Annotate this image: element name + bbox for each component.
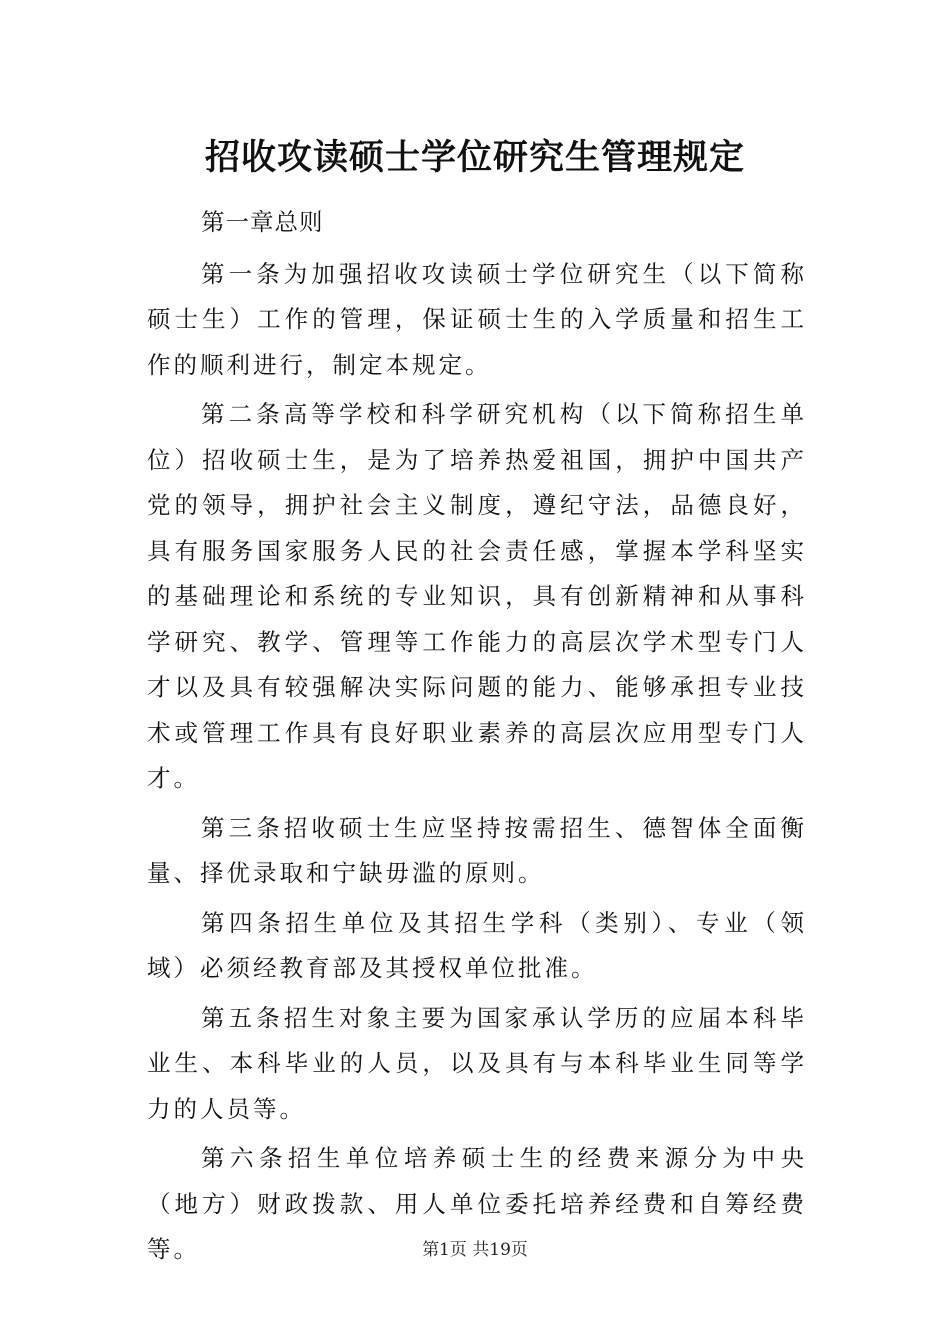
article-1: 第一条为加强招收攻读硕士学位研究生（以下简称硕士生）工作的管理，保证硕士生的入学质量和招生工作的顺利进行，制定本规定。 — [147, 259, 807, 379]
article-3: 第三条招收硕士生应坚持按需招生、德智体全面衡量、择优录取和宁缺毋滥的原则。 — [147, 813, 807, 887]
article-6: 第六条招生单位培养硕士生的经费来源分为中央（地方）财政拨款、用人单位委托培养经费和自筹经费等。 — [147, 1144, 807, 1263]
article-2: 第二条高等学校和科学研究机构（以下简称招生单位）招收硕士生，是为了培养热爱祖国，拥护中国共产党的领导，拥护社会主义制度，遵纪守法，品德良好，具有服务国家服务人民的社会责任感，掌握本学科坚实的基础理论和系统的专业知识，具有创新精神和从事科学研究、教学、管理等工作能力的高层次学术型专门人才以及具有较强解决实际问题的能力、能够承担专业技术或管理工作具有良好职业素养的高层次应用型专门人才。 — [147, 400, 807, 792]
article-4: 第四条招生单位及其招生学科（类别）、专业（领域）必须经教育部及其授权单位批准。 — [147, 908, 807, 982]
page-number-footer: 第1页 共19页 — [422, 1240, 528, 1260]
document-title: 招收攻读硕士学位研究生管理规定 — [204, 137, 745, 178]
chapter-heading: 第一章总则 — [201, 208, 324, 236]
article-5: 第五条招生对象主要为国家承认学历的应届本科毕业生、本科毕业的人员，以及具有与本科毕业生同等学力的人员等。 — [147, 1003, 807, 1123]
document-body — [147, 200, 807, 1277]
